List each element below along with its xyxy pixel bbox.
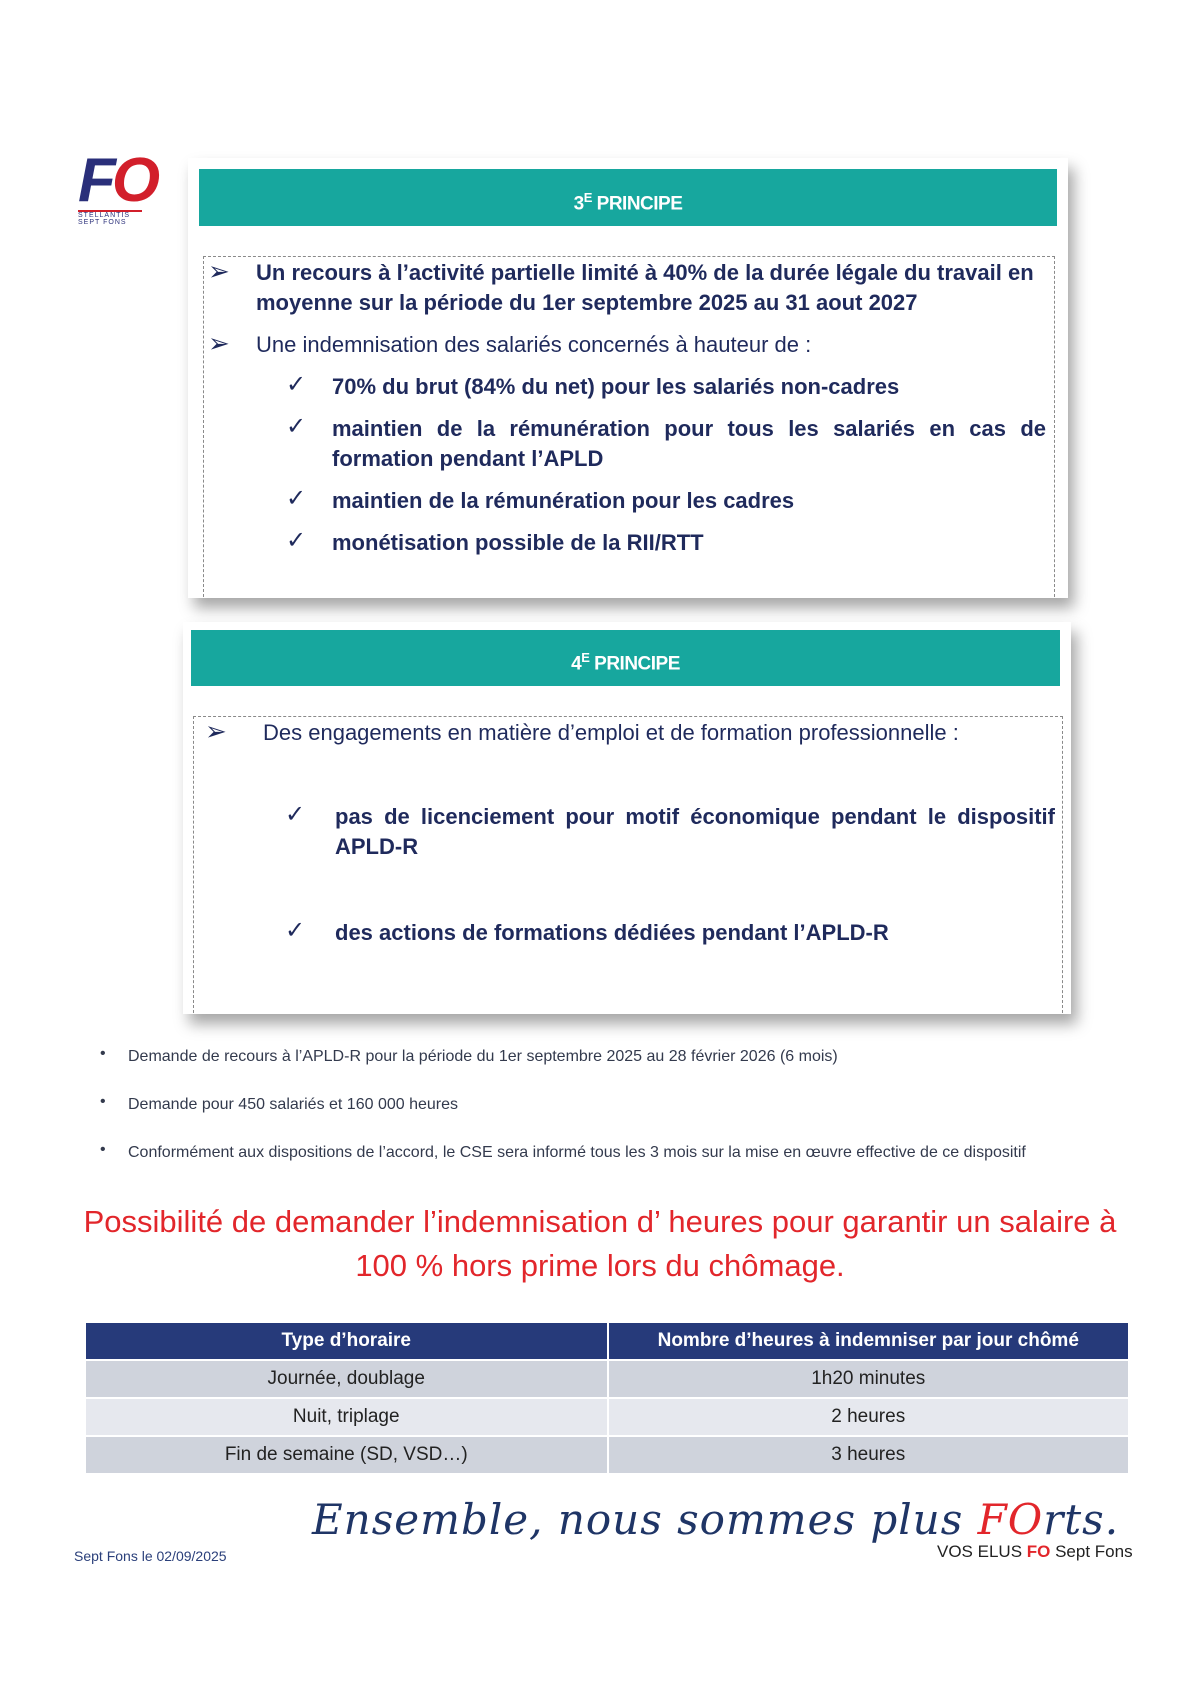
checkmark-icon: ✓ <box>285 801 306 828</box>
principle-3-sup: E <box>583 190 592 205</box>
table-cell: 3 heures <box>608 1436 1130 1473</box>
slogan <box>312 1495 1119 1544</box>
table-row <box>86 1360 1129 1398</box>
checkmark-icon: ✓ <box>285 917 306 944</box>
table-cell: Journée, doublage <box>86 1360 608 1398</box>
principle-3-label: PRINCIPE <box>596 193 683 215</box>
bullet-dot-icon: • <box>100 1093 106 1110</box>
table-row <box>86 1398 1129 1436</box>
bullet-text: Demande de recours à l’APLD-R pour la période du 1er septembre 2025 au 28 février 2026 (6 mois) <box>128 1048 838 1065</box>
principle-3-item-1: Un recours à l’activité partielle limité à 40% de la durée légale du travail en moyenne sur la période du 1er septembre 2025 au 31 aout 2027 <box>256 260 1034 315</box>
principle-4-sup: E <box>581 650 590 665</box>
slogan-fo: FO <box>977 1495 1044 1544</box>
logo-letter-f: F <box>78 146 112 215</box>
footer-suffix: Sept Fons <box>1050 1542 1133 1561</box>
bullet-dot-icon: • <box>100 1141 106 1158</box>
checkmark-icon: ✓ <box>286 413 307 440</box>
footer-prefix: VOS ELUS <box>937 1542 1027 1561</box>
principle-4-card <box>183 622 1071 1014</box>
table-row <box>86 1436 1129 1473</box>
table-cell: Fin de semaine (SD, VSD…) <box>86 1436 608 1473</box>
headline: Possibilité de demander l’indemnisation d’ heures pour garantir un salaire à 100 % hors prime lors du chômage. <box>83 1204 1117 1283</box>
bullet-text: Demande pour 450 salariés et 160 000 heures <box>128 1096 458 1113</box>
principle-4-check-2: des actions de formations dédiées pendant l’APLD-R <box>335 920 889 945</box>
table-header: Nombre d’heures à indemniser par jour chômé <box>608 1323 1130 1360</box>
table-cell: Nuit, triplage <box>86 1398 608 1436</box>
principle-3-check-3: maintien de la rémunération pour les cadres <box>332 488 795 513</box>
principle-4-title <box>191 630 1060 686</box>
checkmark-icon: ✓ <box>286 527 307 554</box>
principle-4-item-1: Des engagements en matière d’emploi et de formation professionnelle : <box>263 720 959 745</box>
fo-logo <box>78 146 158 230</box>
principle-3-card <box>188 158 1068 598</box>
bullet-dot-icon: • <box>100 1045 106 1062</box>
table-cell: 1h20 minutes <box>608 1360 1130 1398</box>
logo-letter-o: O <box>111 146 157 215</box>
footer-fo: FO <box>1026 1542 1051 1561</box>
table-header: Type d’horaire <box>86 1323 608 1360</box>
table-cell: 2 heures <box>608 1398 1130 1436</box>
principle-3-check-1: 70% du brut (84% du net) pour les salariés non-cadres <box>332 374 900 399</box>
checkmark-icon: ✓ <box>286 485 307 512</box>
footer-signature <box>937 1542 1133 1562</box>
principle-3-check-2: maintien de la rémunération pour tous les salariés en cas de formation pendant l’APLD <box>332 416 1046 471</box>
principle-3-number: 3 <box>573 193 584 215</box>
slogan-part-1: Ensemble, nous sommes plus <box>312 1495 978 1544</box>
arrow-bullet-icon: ➢ <box>208 328 230 358</box>
arrow-bullet-icon: ➢ <box>205 716 227 746</box>
principle-4-box <box>193 716 1063 1013</box>
principle-3-check-4: monétisation possible de la RII/RTT <box>332 530 704 555</box>
checkmark-icon: ✓ <box>286 371 307 398</box>
principle-3-title <box>199 169 1057 226</box>
principle-4-check-1: pas de licenciement pour motif économique pendant le dispositif APLD-R <box>335 804 1055 859</box>
slogan-part-3: rts. <box>1043 1495 1120 1544</box>
hours-table <box>86 1323 1130 1473</box>
table-header-row <box>86 1323 1129 1360</box>
logo-subtitle: STELLANTIS SEPT FONS <box>78 210 142 226</box>
arrow-bullet-icon: ➢ <box>208 256 230 286</box>
principle-4-number: 4 <box>571 653 582 675</box>
principle-4-label: PRINCIPE <box>594 653 680 675</box>
footer-date: Sept Fons le 02/09/2025 <box>74 1548 227 1564</box>
bullet-text: Conformément aux dispositions de l’accord, le CSE sera informé tous les 3 mois sur la mise en œuvre effective de ce dispositif <box>128 1144 1026 1161</box>
principle-3-item-2: Une indemnisation des salariés concernés à hauteur de : <box>256 332 812 357</box>
